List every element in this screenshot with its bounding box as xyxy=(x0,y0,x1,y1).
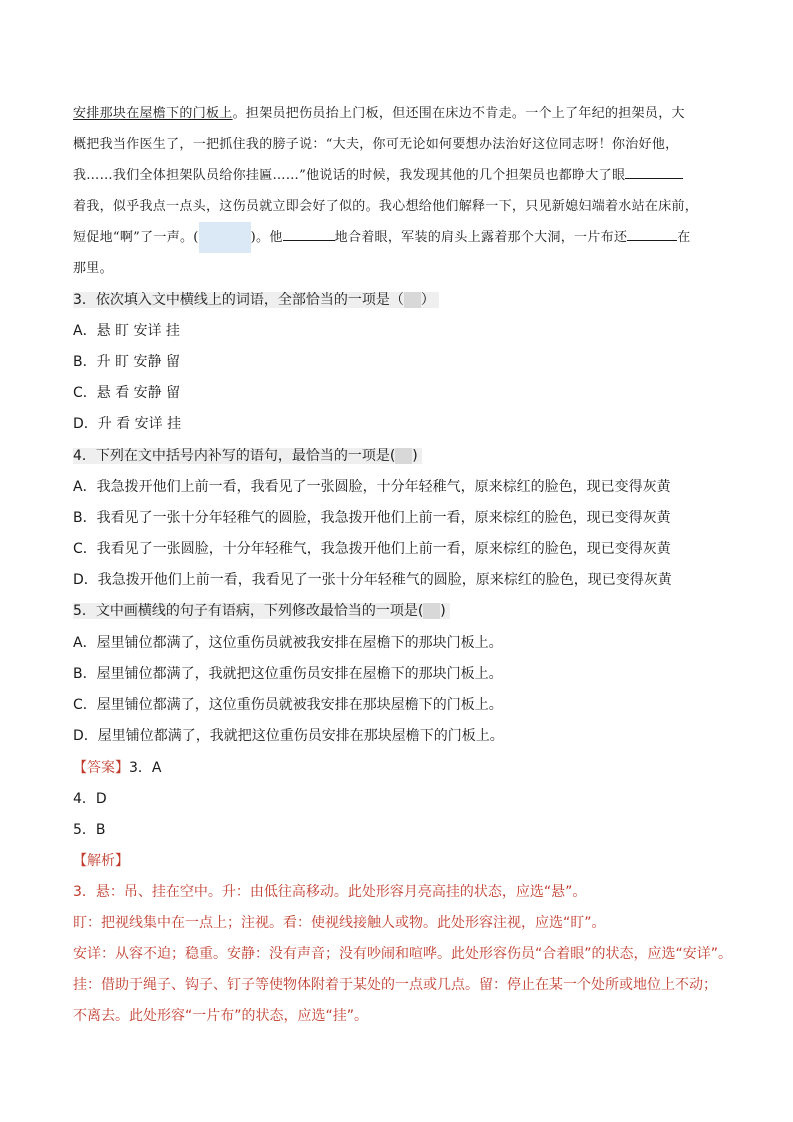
q5-option-d: D．屋里铺位都满了，我就把这位重伤员安排在那块屋檐下的门板上。 xyxy=(73,728,504,744)
analysis-tag: 【解析】 xyxy=(73,853,129,869)
passage-line-1: 安排那块在屋檐下的门板上。担架员把伤员抬上门板，但还围在床边不肯走。一个上了年纪的担架员，大 xyxy=(73,106,685,121)
q3-option-b: B．升 盯 安静 留 xyxy=(73,354,180,370)
q3-option-c: C．悬 看 安静 留 xyxy=(73,385,181,401)
insert-parenthesis xyxy=(199,222,251,253)
q5-option-c: C．屋里铺位都满了，这位重伤员就被我安排在那块屋檐下的门板上。 xyxy=(73,697,503,713)
analysis-line-3: 安详：从容不迫；稳重。安静：没有声音；没有吵闹和喧哗。此处形容伤员“合着眼”的状态，应选“安详”。 xyxy=(73,946,733,962)
answer-line-5: 5．B xyxy=(73,822,106,838)
answer-tag: 【答案】 xyxy=(73,760,129,776)
q3-option-d: D．升 看 安详 挂 xyxy=(73,416,182,432)
q4-option-a: A．我急拨开他们上前一看，我看见了一张圆脸，十分年轻稚气，原来棕红的脸色，现已变得灰黄 xyxy=(73,479,671,495)
answer-line-3: 【答案】3．A xyxy=(73,760,162,776)
q5-stem: 5．文中画横线的句子有语病，下列修改最恰当的一项是( ) xyxy=(73,601,450,621)
q4-option-c: C．我看见了一张圆脸，十分年轻稚气，我急拨开他们上前一看，原来棕红的脸色，现已变得灰黄 xyxy=(73,541,671,557)
analysis-line-5: 不离去。此处形容“一片布”的状态，应选“挂”。 xyxy=(73,1008,369,1024)
underlined-sentence: 安排那块在屋檐下的门板上 xyxy=(73,106,233,121)
fill-blank-3 xyxy=(283,226,335,241)
q4-stem: 4．下列在文中括号内补写的语句，最恰当的一项是( ) xyxy=(73,446,422,466)
q4-option-b: B．我看见了一张十分年轻稚气的圆脸，我急拨开他们上前一看，原来棕红的脸色，现已变得灰黄 xyxy=(73,510,671,526)
fill-blank-4 xyxy=(627,226,677,241)
q4-answer-slot xyxy=(395,448,412,464)
reading-passage xyxy=(73,98,721,284)
fill-blank-2 xyxy=(625,164,683,179)
q5-option-a: A．屋里铺位都满了，这位重伤员就被我安排在屋檐下的那块门板上。 xyxy=(73,635,503,651)
q3-option-a: A．悬 盯 安详 挂 xyxy=(73,323,180,339)
answer-line-4: 4．D xyxy=(73,791,107,807)
passage-line-5: 短促地“啊”了一声。( )。他 地合着眼，军装的肩头上露着那个大洞，一片布还 在 xyxy=(73,222,721,253)
analysis-line-4: 挂：借助于绳子、钩子、钉子等使物体附着于某处的一点或几点。留：停止在某一个处所或地位上不动； xyxy=(73,977,717,993)
analysis-line-2: 盯：把视线集中在一点上；注视。看：使视线接触人或物。此处形容注视，应选“盯”。 xyxy=(73,915,606,931)
analysis-line-1: 3．悬：吊、挂在空中。升：由低往高移动。此处形容月亮高挂的状态，应选“悬”。 xyxy=(73,884,587,900)
q4-option-d: D．我急拨开他们上前一看，我看见了一张十分年轻稚气的圆脸，原来棕红的脸色，现已变得灰黄 xyxy=(73,572,672,588)
passage-line-4: 着我，似乎我点一点头，这伤员就立即会好了似的。我心想给他们解释一下，只见新媳妇端着水站在床前， xyxy=(73,199,699,214)
passage-line-6: 那里。 xyxy=(73,261,113,276)
passage-line-2: 概把我当作医生了，一把抓住我的膀子说：“大夫，你可无论如何要想办法治好这位同志呀！你治好他， xyxy=(73,137,679,152)
q3-stem: 3．依次填入文中横线上的词语，全部恰当的一项是（ ） xyxy=(73,290,439,310)
q5-answer-slot xyxy=(423,603,440,619)
q3-answer-slot xyxy=(404,292,421,308)
q5-option-b: B．屋里铺位都满了，我就把这位重伤员安排在屋檐下的那块门板上。 xyxy=(73,666,503,682)
passage-line-3: 我……我们全体担架队员给你挂匾……”他说话的时候，我发现其他的几个担架员也都睁大了眼 xyxy=(73,160,721,191)
